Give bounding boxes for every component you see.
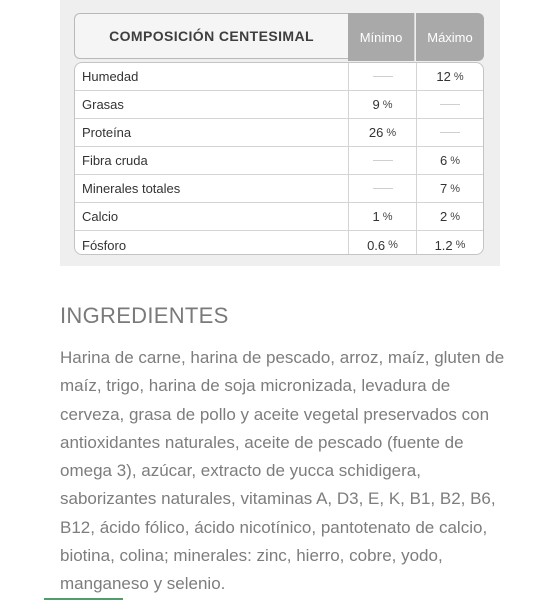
value-number: 12 <box>436 69 451 84</box>
minimum-value <box>349 175 417 202</box>
percent-sign: % <box>386 126 397 139</box>
percent-sign: % <box>382 98 393 111</box>
minimum-value <box>349 63 417 90</box>
percent-sign: % <box>388 239 398 251</box>
percent-sign: % <box>382 210 393 223</box>
composition-table-panel <box>60 0 500 266</box>
nutrient-name: Humedad <box>75 63 349 90</box>
maximum-value <box>417 147 483 174</box>
value-number: 1.2 <box>434 237 453 253</box>
minimum-value <box>349 147 417 174</box>
table-row <box>75 147 483 175</box>
percent-sign: % <box>455 239 466 251</box>
ingredients-text: Harina de carne, harina de pescado, arroz, maíz, gluten de maíz, trigo, harina de soja micronizada, levadura de cerveza, grasa de pollo y aceite vegetal preservados con antioxidantes naturales, aceite de pescado (fuente de omega 3), azúcar, extracto de yucca schidigera, saborizantes naturales, vitaminas A, D3, E, K, B1, B2, B6, B12, ácido fólico, ácido nicotínico, pantotenato de calcio, biotina, colina; minerales: zinc, hierro, cobre, yodo, manganeso y selenio. <box>60 348 505 594</box>
nutrient-name: Fósforo <box>75 231 349 255</box>
value-number: 7 <box>439 181 448 196</box>
maximum-column-header: Máximo <box>416 13 484 61</box>
nutrient-name: Fibra cruda <box>75 147 349 174</box>
table-row <box>75 119 483 147</box>
value-number: 26 <box>368 125 384 140</box>
table-row <box>75 63 483 91</box>
empty-dash <box>440 132 460 133</box>
table-row <box>75 91 483 119</box>
value-number: 9 <box>372 97 380 112</box>
empty-dash <box>373 188 393 189</box>
percent-sign: % <box>453 70 464 83</box>
empty-dash <box>373 76 393 77</box>
nutrient-name: Proteína <box>75 119 349 146</box>
percent-sign: % <box>450 154 460 167</box>
percent-sign: % <box>450 182 460 195</box>
maximum-value <box>417 91 483 118</box>
empty-dash <box>440 104 460 105</box>
minimum-value <box>349 91 417 118</box>
maximum-value <box>417 119 483 146</box>
value-number: 0.6 <box>367 237 386 253</box>
minimum-column-header: Mínimo <box>348 13 415 61</box>
percent-sign: % <box>450 210 460 223</box>
nutrient-name: Grasas <box>75 91 349 118</box>
maximum-value <box>417 63 483 90</box>
value-number: 1 <box>372 209 380 224</box>
maximum-value <box>417 231 483 255</box>
composition-title: COMPOSICIÓN CENTESIMAL <box>109 28 314 44</box>
ingredients-heading: INGREDIENTES <box>60 303 229 328</box>
table-row <box>75 231 483 255</box>
empty-dash <box>373 160 393 161</box>
nutrient-name: Minerales totales <box>75 175 349 202</box>
value-number: 6 <box>439 153 448 168</box>
value-number: 2 <box>439 209 448 224</box>
maximum-value <box>417 203 483 230</box>
minimum-value <box>349 119 417 146</box>
maximum-value <box>417 175 483 202</box>
composition-table-body <box>74 62 484 255</box>
nutrient-name: Calcio <box>75 203 349 230</box>
table-row <box>75 175 483 203</box>
minimum-value <box>349 231 417 255</box>
table-row <box>75 203 483 231</box>
minimum-value <box>349 203 417 230</box>
composition-header <box>74 13 348 59</box>
